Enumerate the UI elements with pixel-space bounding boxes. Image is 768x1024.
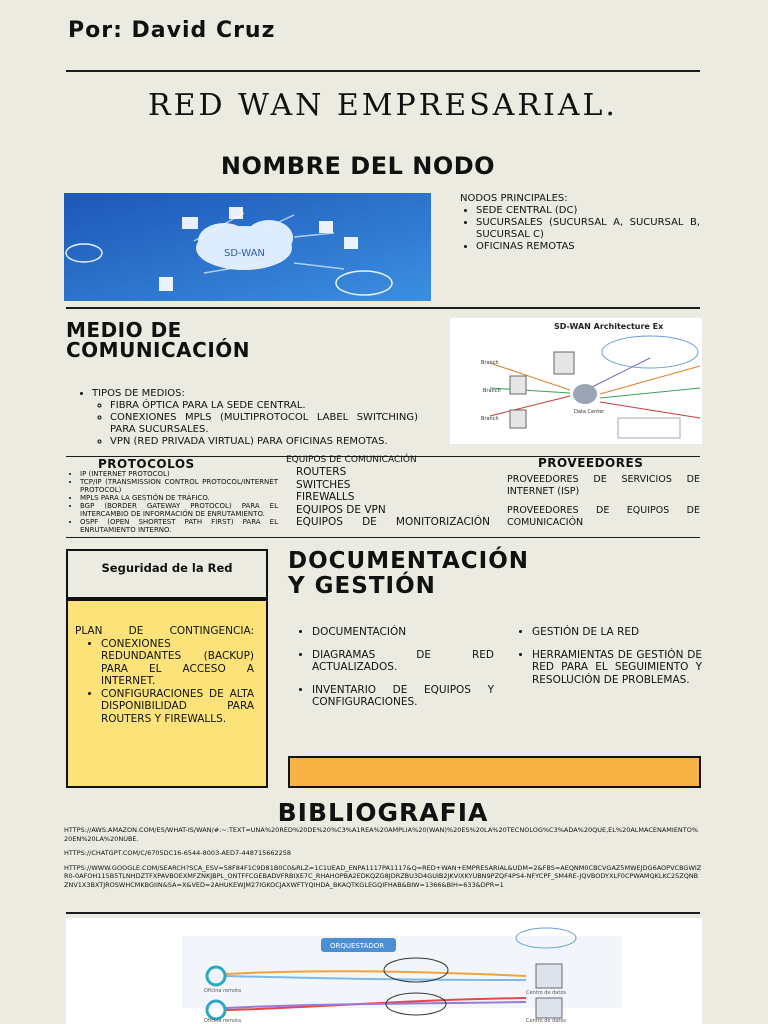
bibliografia-list	[64, 826, 702, 889]
divider	[66, 70, 700, 72]
list-item: • IP (INTERNET PROTOCOL)	[80, 470, 278, 478]
divider	[66, 537, 700, 538]
architecture-diagram	[450, 318, 702, 444]
svg-text:Oficina remota: Oficina remota	[204, 1018, 242, 1024]
list-item: FIREWALLS	[296, 491, 355, 503]
protocolos-heading: PROTOCOLOS	[98, 457, 195, 471]
documentacion-col2	[516, 626, 702, 686]
medio-heading-line: MEDIO DE	[66, 318, 182, 342]
svg-text:Centro de datos: Centro de datos	[526, 990, 566, 996]
list-item: • SUCURSALES (SUCURSAL A, SUCURSAL B, SUCURSAL C)	[476, 217, 700, 241]
seguridad-header-box	[66, 549, 268, 599]
list-item: • CONEXIONES REDUNDANTES (BACKUP) PARA EL ACCESO A INTERNET.	[101, 638, 254, 688]
list-item: EQUIPOS DE VPN	[296, 503, 386, 516]
list-item: ◦ VPN (RED PRIVADA VIRTUAL) PARA OFICINAS REMOTAS.	[110, 436, 418, 448]
nodo-heading: NOMBRE DEL NODO	[220, 152, 496, 180]
equipos-heading: EQUIPOS DE COMUNICACIÓN	[286, 455, 417, 465]
list-item: • DIAGRAMAS DE RED ACTUALIZADOS.	[312, 649, 494, 674]
seguridad-heading: Seguridad de la Red	[101, 561, 233, 575]
medio-heading-line: COMUNICACIÓN	[66, 338, 251, 362]
list-item: SWITCHES	[296, 478, 351, 491]
list-item: PROVEEDORES DE SERVICIOS DE INTERNET (ISP)	[507, 474, 700, 497]
list-item: • TCP/IP (TRANSMISSION CONTROL PROTOCOL/INTERNET PROTOCOL)	[80, 478, 278, 494]
svg-text:Centro de datos: Centro de datos	[526, 1018, 566, 1024]
documentacion-heading-line: Y GESTIÓN	[288, 573, 436, 599]
sdwan-image	[64, 193, 431, 301]
list-item: EQUIPOS DE MONITORIZACIÓN	[296, 516, 490, 528]
list-item: • HERRAMIENTAS DE GESTIÓN DE RED PARA EL SEGUIMIENTO Y RESOLUCIÓN DE PROBLEMAS.	[532, 649, 702, 687]
bibliography-link[interactable]: HTTPS://AWS.AMAZON.COM/ES/WHAT-IS/WAN/#:~:TEXT=UNA%20RED%20DE%20%C3%A1REA%20AMPLIA%20(WAN)%20ES%20LA%20TECNOLOG%C3%ADA%20QUE,EL%20ALMACENAMIENTO%20EN%20LA%20NUBE.	[64, 826, 699, 843]
author-line: Por: David Cruz	[68, 18, 276, 43]
divider	[66, 912, 700, 914]
documentacion-heading-line: DOCUMENTACIÓN	[288, 548, 529, 574]
svg-text:SD-WAN Architecture Ex: SD-WAN Architecture Ex	[554, 322, 664, 331]
nodos-list-title: NODOS PRINCIPALES:	[460, 193, 568, 204]
bibliografia-heading: BIBLIOGRAFIA	[277, 798, 489, 827]
page-title: RED WAN EMPRESARIAL.	[148, 88, 618, 123]
medio-heading	[66, 320, 250, 360]
list-item: • BGP (BORDER GATEWAY PROTOCOL) PARA EL INTERCAMBIO DE INFORMACIÓN DE ENRUTAMIENTO.	[80, 502, 278, 518]
list-item: PROVEEDORES DE EQUIPOS DE COMUNICACIÓN	[507, 505, 700, 528]
list-item: • INVENTARIO DE EQUIPOS Y CONFIGURACIONES.	[312, 684, 494, 709]
orange-bar	[288, 756, 701, 788]
svg-text:Branch: Branch	[483, 388, 501, 394]
divider	[66, 307, 700, 309]
seguridad-intro: PLAN DE CONTINGENCIA:	[75, 625, 254, 637]
list-item: • MPLS PARA LA GESTIÓN DE TRÁFICO.	[80, 494, 278, 502]
nodos-list	[460, 193, 700, 253]
list-item: • OFICINAS REMOTAS	[476, 241, 700, 253]
proveedores-list	[507, 474, 700, 528]
svg-text:ORQUESTADOR: ORQUESTADOR	[330, 942, 385, 950]
list-item: ◦ CONEXIONES MPLS (MULTIPROTOCOL LABEL SWITCHING) PARA SUCURSALES.	[110, 412, 418, 436]
svg-text:Branch: Branch	[481, 360, 499, 366]
documentacion-heading	[288, 549, 529, 599]
proveedores-heading: PROVEEDORES	[538, 456, 644, 470]
svg-text:Branch: Branch	[481, 416, 499, 422]
list-item: • OSPF (OPEN SHORTEST PATH FIRST) PARA EL ENRUTAMIENTO INTERNO.	[80, 518, 278, 534]
list-item: • DOCUMENTACIÓN	[312, 626, 494, 639]
seguridad-content-box	[66, 599, 268, 788]
documentacion-col1	[296, 626, 494, 709]
protocolos-list	[70, 470, 278, 534]
list-item: • SEDE CENTRAL (DC)	[476, 205, 700, 217]
medios-list-title: TIPOS DE MEDIOS:	[92, 388, 185, 399]
equipos-list	[296, 466, 490, 529]
svg-text:SD-WAN: SD-WAN	[224, 248, 265, 259]
list-item: • GESTIÓN DE LA RED	[532, 626, 702, 639]
list-item: • CONFIGURACIONES DE ALTA DISPONIBILIDAD PARA ROUTERS Y FIREWALLS.	[101, 688, 254, 726]
medios-list	[76, 388, 418, 448]
bottom-network-diagram	[66, 918, 702, 1024]
svg-text:Oficina remota: Oficina remota	[204, 988, 242, 994]
list-item: ROUTERS	[296, 466, 347, 478]
bibliography-link[interactable]: HTTPS://CHATGPT.COM/C/6705DC16-6544-8003-AED7-448715662258	[64, 849, 292, 857]
svg-text:Data Center: Data Center	[574, 409, 605, 415]
bibliography-link[interactable]: HTTPS://WWW.GOOGLE.COM/SEARCH?SCA_ESV=58F84F1C9D81B0C0&RLZ=1C1UEAD_ENPA1117PA1117&Q=RED+WAN+EMPRESARIAL&UDM=2&FBS=AEQNM0CBCVGAZ5MWEJDG6AOPVCBGWIZR0-0AFOH115B5TLNHDZTFXPAVBOEXMFZNKJBPL_ONTFFCGEBADVFRBIXE7C_RHAHOPBA2EDKQZG8JDRZBU3D4GUIB2JKVIXKYUBN9PZQF4PS4-NFYCPF_SM4RE-JQVBODYXLF0CPWAMQKLKC25ZQNBZNV1X3BXTJROSWHCMKBGIIN&SA=X&VED=2AHUKEWJM27IGKOCJAXWFTYQIHDA_BKAQTKGLEGQIFHAB&BIW=1366&BIH=633&DPR=1	[64, 863, 702, 889]
list-item	[92, 388, 418, 448]
list-item: ◦ FIBRA ÓPTICA PARA LA SEDE CENTRAL.	[110, 400, 418, 412]
